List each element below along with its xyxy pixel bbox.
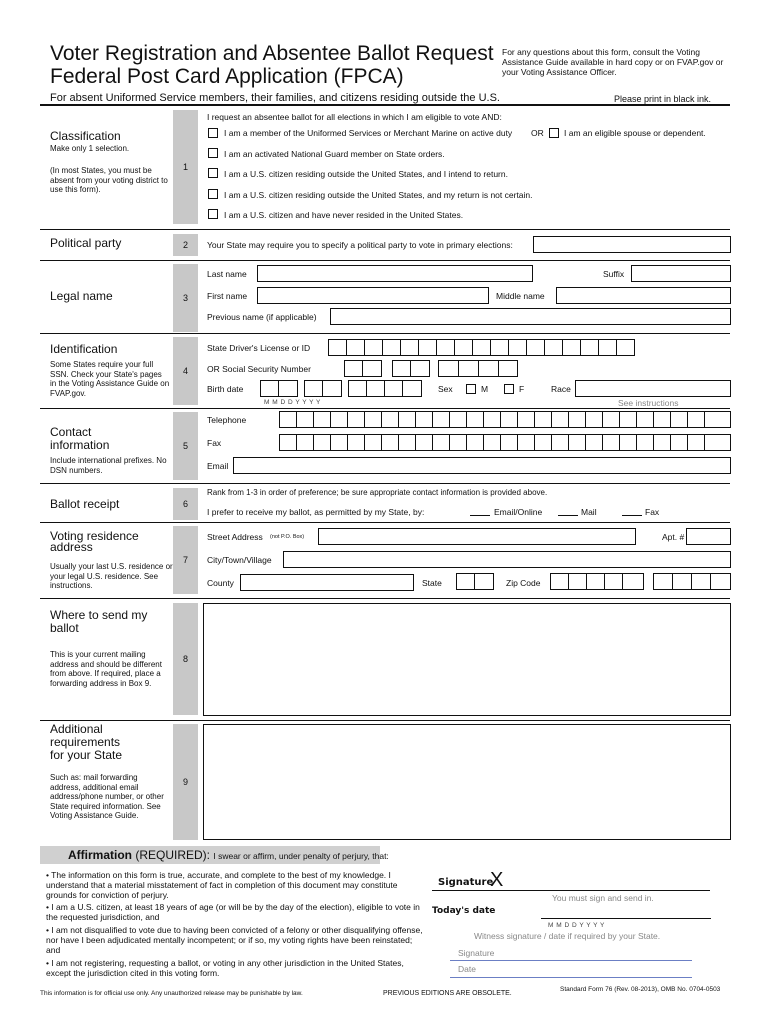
last-name-label: Last name [207, 269, 247, 279]
s1-opt2: I am an activated National Guard member on State orders. [224, 149, 445, 159]
witness-note: Witness signature / date if required by your State. [474, 931, 661, 941]
birth-year-input[interactable] [348, 380, 422, 397]
s2-label: Political party [50, 236, 122, 250]
divider [40, 522, 730, 523]
s9-label-1: Additional [50, 722, 103, 736]
checkbox-spouse[interactable] [549, 128, 559, 138]
sex-label: Sex [438, 384, 453, 394]
race-see-instructions: See instructions [618, 398, 679, 408]
ssn-part2[interactable] [392, 360, 430, 377]
must-sign-note: You must sign and send in. [552, 893, 654, 903]
middle-name-label: Middle name [496, 291, 545, 301]
rank-mail-label: Mail [581, 507, 597, 517]
birth-date-hint: M M D D Y Y Y Y [264, 399, 321, 406]
first-name-input[interactable] [257, 287, 489, 304]
s3-label: Legal name [50, 289, 113, 303]
ssn-part3[interactable] [438, 360, 518, 377]
telephone-label: Telephone [207, 415, 247, 425]
form-title [50, 42, 494, 88]
s8-label-2: ballot [50, 621, 79, 635]
print-note: Please print in black ink. [614, 94, 712, 104]
license-input[interactable] [328, 339, 635, 356]
witness-signature-input[interactable] [450, 960, 692, 961]
witness-signature-label: Signature [458, 948, 495, 958]
footer-obsolete: PREVIOUS EDITIONS ARE OBSOLETE. [383, 990, 512, 997]
county-input[interactable] [240, 574, 414, 591]
affirmation-title [68, 848, 389, 862]
s1-intro: I request an absentee ballot for all elections in which I am eligible to vote AND: [207, 112, 502, 122]
birth-month-input[interactable] [260, 380, 298, 397]
witness-date-input[interactable] [450, 977, 692, 978]
s8-label-1: Where to send my [50, 608, 148, 622]
witness-date-label: Date [458, 964, 476, 974]
rank-fax-input[interactable] [622, 508, 642, 516]
s2-number: 2 [173, 234, 198, 256]
suffix-input[interactable] [631, 265, 731, 282]
s1-sub1: Make only 1 selection. [50, 144, 130, 153]
affirmation-word: Affirmation [68, 848, 132, 862]
s4-sub: Some States require your full SSN. Check your State's pages in the Voting Assistance Guide on FVAP.gov. [50, 360, 170, 398]
signature-input[interactable] [432, 890, 710, 891]
s6-pref: I prefer to receive my ballot, as permitted by my State, by: [207, 507, 425, 517]
party-input[interactable] [533, 236, 731, 253]
zip4-input[interactable] [653, 573, 731, 590]
divider [40, 720, 730, 721]
s9-sub: Such as: mail forwarding address, additional email address/phone number, or other State required information. See Voting Assistance Guide. [50, 773, 164, 820]
county-label: County [207, 578, 234, 588]
state-input[interactable] [456, 573, 494, 590]
affirm-bullet-3: • I am not disqualified to vote due to having been convicted of a felony or other disqualifying offense, nor have I been adjudicated mentally incompetent; or if so, my voting rights have been reinstated; and [46, 925, 423, 955]
form-title-line2: Federal Post Card Application (FPCA) [50, 65, 404, 88]
affirmation-lead: I swear or affirm, under penalty of perjury, that: [213, 851, 389, 861]
divider [40, 408, 730, 409]
race-label: Race [551, 384, 571, 394]
checkbox-intend-return[interactable] [208, 168, 218, 178]
divider [40, 260, 730, 261]
email-input[interactable] [233, 457, 731, 474]
s6-rank: Rank from 1-3 in order of preference; be sure appropriate contact information is provided above. [207, 488, 548, 497]
city-input[interactable] [283, 551, 731, 568]
city-label: City/Town/Village [207, 555, 272, 565]
previous-name-input[interactable] [330, 308, 731, 325]
birth-label: Birth date [207, 384, 244, 394]
s1-opt1: I am a member of the Uniformed Services or Merchant Marine on active duty [224, 128, 513, 138]
street-note: (not P.O. Box) [270, 534, 305, 540]
apt-label: Apt. # [662, 532, 685, 542]
ssn-label: OR Social Security Number [207, 364, 311, 374]
s7-sub: Usually your last U.S. residence or your legal U.S. residence. See instructions. [50, 562, 173, 590]
rank-email-label: Email/Online [494, 507, 543, 517]
s7-number: 7 [173, 526, 198, 594]
s4-number: 4 [173, 337, 198, 405]
sex-m-label: M [481, 384, 489, 394]
s8-sub: This is your current mailing address and should be different from above. If required, place a forwarding address in Box 9. [50, 650, 162, 688]
checkbox-national-guard[interactable] [208, 148, 218, 158]
s5-label-1: Contact [50, 425, 92, 439]
telephone-input[interactable] [279, 411, 731, 428]
signature-label: Signature [438, 877, 494, 888]
ballot-address-input[interactable] [203, 603, 731, 716]
s7-label-2: address [50, 540, 93, 554]
middle-name-input[interactable] [556, 287, 731, 304]
footer-form-number: Standard Form 76 (Rev. 08-2013), OMB No. 0704-0503 [560, 986, 721, 993]
s5-number: 5 [173, 412, 198, 480]
zip-input[interactable] [550, 573, 644, 590]
birth-day-input[interactable] [304, 380, 342, 397]
s6-label: Ballot receipt [50, 497, 120, 511]
apt-input[interactable] [686, 528, 731, 545]
divider [40, 333, 730, 334]
affirm-bullet-2: • I am a U.S. citizen, at least 18 years of age (or will be by the day of the election), eligible to vote in the requested jurisdiction, and [46, 902, 420, 922]
street-input[interactable] [318, 528, 636, 545]
rank-email-input[interactable] [470, 508, 490, 516]
street-label: Street Address [207, 532, 263, 542]
checkbox-sex-f[interactable] [504, 384, 514, 394]
s3-number: 3 [173, 264, 198, 332]
s8-number: 8 [173, 603, 198, 715]
checkbox-sex-m[interactable] [466, 384, 476, 394]
s9-label-2: requirements [50, 735, 121, 749]
footer-official: This information is for official use only. Any unauthorized release may be punishable by law. [40, 990, 303, 997]
today-date-input[interactable] [541, 905, 711, 919]
s1-sub2: (In most States, you must be absent from your voting district to use this form). [50, 166, 168, 194]
form-subtitle: For absent Uniformed Service members, their families, and citizens residing outside the U.S. [50, 92, 500, 104]
fax-input[interactable] [279, 434, 731, 451]
license-label: State Driver's License or ID [207, 343, 311, 353]
affirm-bullet-4: • I am not registering, requesting a ballot, or voting in any other jurisdiction in the United States, except the jurisdiction cited in this voting form. [46, 958, 404, 978]
s7-label-1: Voting residence [50, 529, 139, 543]
checkbox-never-resided[interactable] [208, 209, 218, 219]
header-rule [40, 104, 730, 106]
s1-opt1b: I am an eligible spouse or dependent. [564, 128, 706, 138]
zip-label: Zip Code [506, 578, 541, 588]
divider [40, 483, 730, 484]
state-label: State [422, 578, 442, 588]
checkbox-return-uncertain[interactable] [208, 189, 218, 199]
additional-requirements-input[interactable] [203, 724, 731, 840]
s9-number: 9 [173, 724, 198, 840]
suffix-label: Suffix [603, 269, 625, 279]
rank-mail-input[interactable] [558, 508, 578, 516]
s1-opt4: I am a U.S. citizen residing outside the United States, and my return is not certain. [224, 190, 533, 200]
sex-f-label: F [519, 384, 525, 394]
previous-name-label: Previous name (if applicable) [207, 312, 317, 322]
affirmation-required: (REQUIRED): [135, 848, 211, 862]
s1-opt5: I am a U.S. citizen and have never resided in the United States. [224, 210, 464, 220]
last-name-input[interactable] [257, 265, 533, 282]
today-date-hint: M M D D Y Y Y Y [548, 922, 605, 929]
s2-text: Your State may require you to specify a political party to vote in primary elections: [207, 240, 513, 250]
s1-label: Classification [50, 129, 121, 143]
rank-fax-label: Fax [645, 507, 660, 517]
today-label: Today's date [432, 906, 496, 916]
s1-opt3: I am a U.S. citizen residing outside the United States, and I intend to return. [224, 169, 508, 179]
s1-or: OR [531, 128, 544, 138]
s5-label-2: information [50, 438, 110, 452]
s4-label: Identification [50, 342, 118, 356]
ssn-part1[interactable] [344, 360, 382, 377]
help-note: For any questions about this form, consult the Voting Assistance Guide available in hard copy or on FVAP.gov or your Voting Assistance Officer. [502, 47, 724, 77]
divider [40, 229, 730, 230]
s9-label-3: for your State [50, 748, 123, 762]
divider [40, 598, 730, 599]
s6-number: 6 [173, 488, 198, 520]
checkbox-uniformed[interactable] [208, 128, 218, 138]
fax-label: Fax [207, 438, 222, 448]
signature-x: X [490, 869, 504, 891]
form-title-line1: Voter Registration and Absentee Ballot Request [50, 42, 494, 65]
affirm-bullet-1: • The information on this form is true, accurate, and complete to the best of my knowledge. I understand that a material misstatement of fact in completion of this document may constitute grounds for conviction of perjury. [46, 870, 398, 900]
first-name-label: First name [207, 291, 248, 301]
race-input[interactable] [575, 380, 731, 397]
s5-sub: Include international prefixes. No DSN numbers. [50, 456, 167, 475]
email-label: Email [207, 461, 229, 471]
s1-number: 1 [173, 110, 198, 224]
